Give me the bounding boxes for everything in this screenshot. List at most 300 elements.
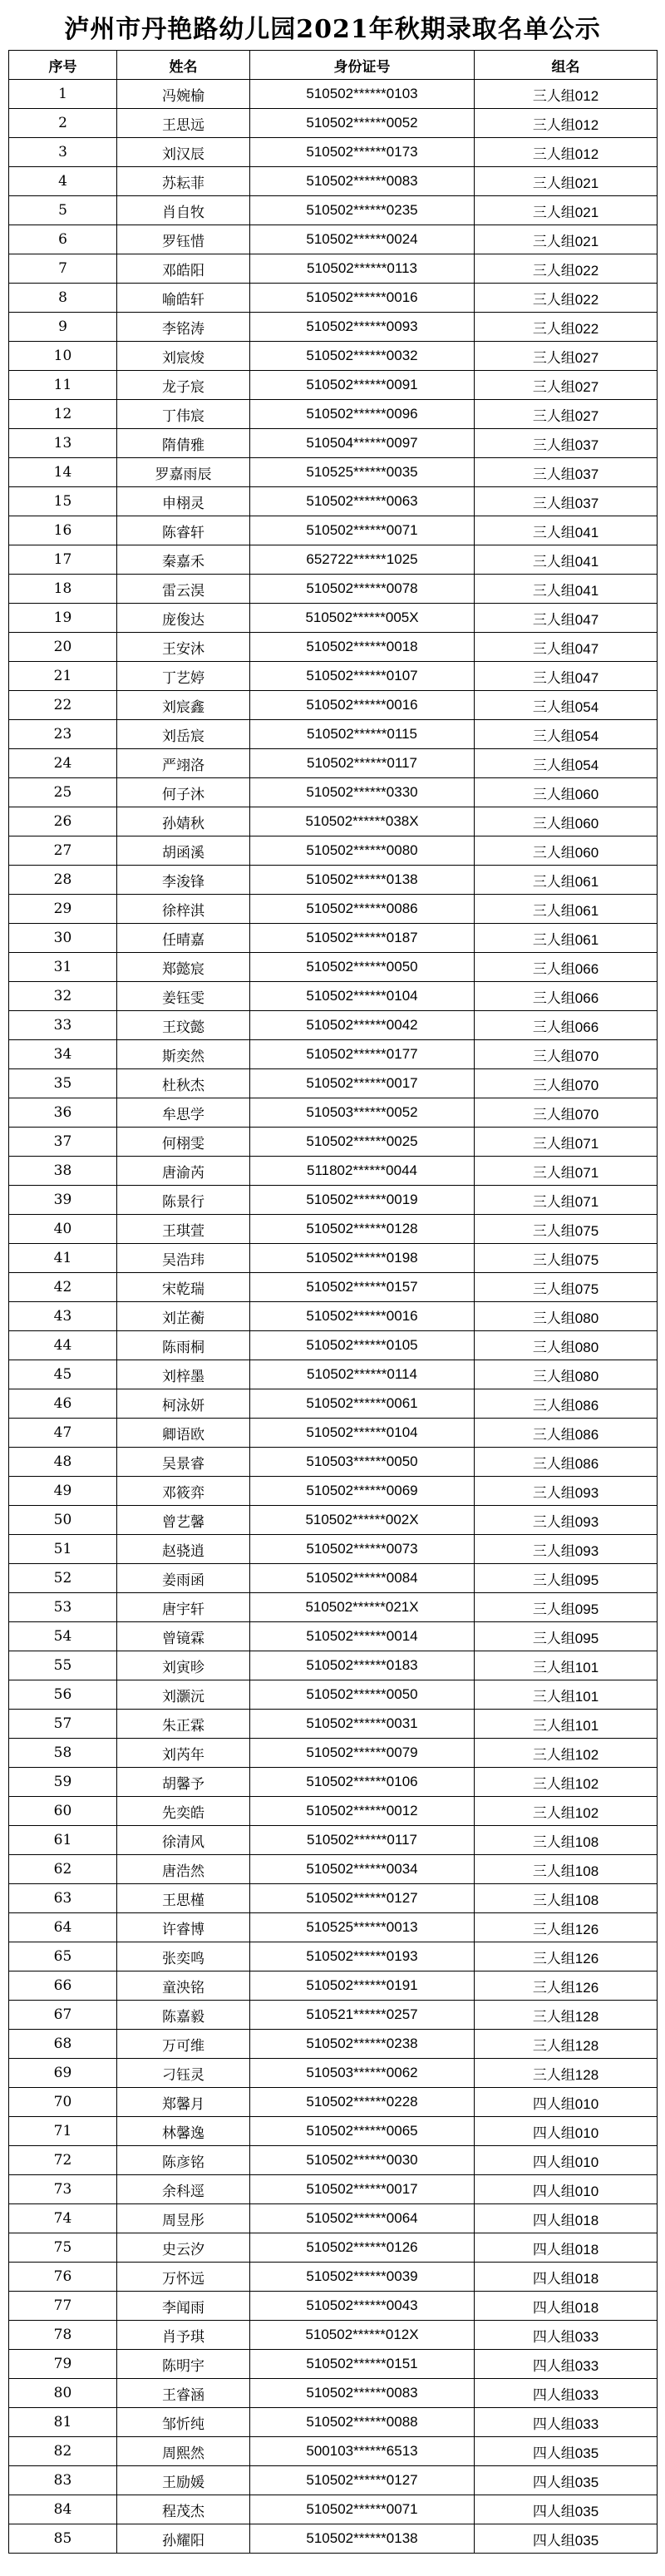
- table-row: [9, 604, 658, 633]
- group-cell: 三人组071: [475, 1157, 658, 1186]
- group-cell: 三人组022: [475, 313, 658, 342]
- table-row: [9, 895, 658, 924]
- serial-number-cell: 33: [9, 1011, 117, 1040]
- group-cell: 三人组080: [475, 1302, 658, 1331]
- id-number-cell: 510502******0050: [250, 1680, 475, 1710]
- serial-number-cell: 54: [9, 1622, 117, 1651]
- group-cell: 三人组027: [475, 400, 658, 429]
- group-cell: 三人组021: [475, 196, 658, 225]
- name-cell: 邹忻纯: [117, 2408, 250, 2437]
- group-cell: 三人组086: [475, 1419, 658, 1448]
- group-cell: 三人组126: [475, 1913, 658, 1942]
- serial-number-cell: 48: [9, 1448, 117, 1477]
- name-cell: 罗钰惜: [117, 225, 250, 254]
- id-number-cell: 510502******0088: [250, 2408, 475, 2437]
- header-group: 组名: [475, 51, 658, 80]
- table-row: [9, 1302, 658, 1331]
- serial-number-cell: 15: [9, 487, 117, 516]
- group-cell: 三人组047: [475, 662, 658, 691]
- serial-number-cell: 85: [9, 2524, 117, 2554]
- group-cell: 三人组054: [475, 720, 658, 749]
- serial-number-cell: 12: [9, 400, 117, 429]
- name-cell: 王励媛: [117, 2466, 250, 2495]
- table-row: [9, 400, 658, 429]
- table-row: [9, 1855, 658, 1884]
- table-row: [9, 2437, 658, 2466]
- table-row: [9, 1535, 658, 1564]
- serial-number-cell: 34: [9, 1040, 117, 1069]
- group-cell: 三人组070: [475, 1098, 658, 1128]
- id-number-cell: 510525******0035: [250, 458, 475, 487]
- id-number-cell: 510502******038X: [250, 807, 475, 836]
- name-cell: 刘灏沅: [117, 1680, 250, 1710]
- serial-number-cell: 56: [9, 1680, 117, 1710]
- serial-number-cell: 23: [9, 720, 117, 749]
- name-cell: 吴浩玮: [117, 1244, 250, 1273]
- serial-number-cell: 2: [9, 109, 117, 138]
- group-cell: 三人组095: [475, 1593, 658, 1622]
- table-row: [9, 458, 658, 487]
- name-cell: 陈景行: [117, 1186, 250, 1215]
- group-cell: 四人组035: [475, 2437, 658, 2466]
- name-cell: 李铭涛: [117, 313, 250, 342]
- table-row: [9, 2350, 658, 2379]
- serial-number-cell: 70: [9, 2088, 117, 2117]
- serial-number-cell: 18: [9, 575, 117, 604]
- group-cell: 三人组086: [475, 1448, 658, 1477]
- table-row: [9, 2321, 658, 2350]
- group-cell: 三人组054: [475, 691, 658, 720]
- id-number-cell: 510502******0061: [250, 1389, 475, 1419]
- name-cell: 邓皓阳: [117, 254, 250, 284]
- name-cell: 史云汐: [117, 2233, 250, 2263]
- serial-number-cell: 63: [9, 1884, 117, 1913]
- serial-number-cell: 22: [9, 691, 117, 720]
- table-row: [9, 1128, 658, 1157]
- group-cell: 三人组075: [475, 1215, 658, 1244]
- name-cell: 邓筱弈: [117, 1477, 250, 1506]
- table-row: [9, 633, 658, 662]
- group-cell: 三人组021: [475, 167, 658, 196]
- id-number-cell: 510502******0138: [250, 2524, 475, 2554]
- name-cell: 徐梓淇: [117, 895, 250, 924]
- id-number-cell: 510502******0024: [250, 225, 475, 254]
- group-cell: 三人组012: [475, 138, 658, 167]
- serial-number-cell: 32: [9, 982, 117, 1011]
- serial-number-cell: 13: [9, 429, 117, 458]
- group-cell: 三人组060: [475, 807, 658, 836]
- id-number-cell: 510502******0016: [250, 284, 475, 313]
- id-number-cell: 510502******0032: [250, 342, 475, 371]
- id-number-cell: 510502******0065: [250, 2117, 475, 2146]
- table-row: [9, 1971, 658, 2001]
- table-row: [9, 2030, 658, 2059]
- table-row: [9, 1157, 658, 1186]
- group-cell: 三人组086: [475, 1389, 658, 1419]
- header-id-number: 身份证号: [250, 51, 475, 80]
- table-row: [9, 80, 658, 109]
- name-cell: 陈明宇: [117, 2350, 250, 2379]
- serial-number-cell: 6: [9, 225, 117, 254]
- page-title: 泸州市丹艳路幼儿园2021年秋期录取名单公示: [64, 15, 601, 44]
- serial-number-cell: 49: [9, 1477, 117, 1506]
- table-row: [9, 2001, 658, 2030]
- name-cell: 朱正霖: [117, 1710, 250, 1739]
- name-cell: 吴景睿: [117, 1448, 250, 1477]
- group-cell: 三人组041: [475, 516, 658, 545]
- name-cell: 刘汉辰: [117, 138, 250, 167]
- id-number-cell: 510503******0062: [250, 2059, 475, 2088]
- id-number-cell: 510502******0103: [250, 80, 475, 109]
- id-number-cell: 510502******0073: [250, 1535, 475, 1564]
- name-cell: 姜钰雯: [117, 982, 250, 1011]
- serial-number-cell: 50: [9, 1506, 117, 1535]
- id-number-cell: 510525******0013: [250, 1913, 475, 1942]
- id-number-cell: 510502******0018: [250, 633, 475, 662]
- id-number-cell: 510504******0097: [250, 429, 475, 458]
- group-cell: 三人组093: [475, 1535, 658, 1564]
- serial-number-cell: 45: [9, 1360, 117, 1389]
- group-cell: 三人组066: [475, 982, 658, 1011]
- name-cell: 童泱铭: [117, 1971, 250, 2001]
- name-cell: 胡函溪: [117, 836, 250, 866]
- id-number-cell: 510502******0016: [250, 691, 475, 720]
- serial-number-cell: 47: [9, 1419, 117, 1448]
- table-row: [9, 2059, 658, 2088]
- name-cell: 王玟懿: [117, 1011, 250, 1040]
- group-cell: 三人组126: [475, 1942, 658, 1971]
- table-row: [9, 429, 658, 458]
- group-cell: 四人组010: [475, 2175, 658, 2204]
- id-number-cell: 510502******0191: [250, 1971, 475, 2001]
- serial-number-cell: 41: [9, 1244, 117, 1273]
- header-name: 姓名: [117, 51, 250, 80]
- group-cell: 三人组093: [475, 1477, 658, 1506]
- group-cell: 三人组075: [475, 1273, 658, 1302]
- table-row: [9, 1389, 658, 1419]
- table-row: [9, 1448, 658, 1477]
- id-number-cell: 510502******0193: [250, 1942, 475, 1971]
- group-cell: 三人组047: [475, 604, 658, 633]
- id-number-cell: 510502******0034: [250, 1855, 475, 1884]
- serial-number-cell: 40: [9, 1215, 117, 1244]
- name-cell: 隋倩雅: [117, 429, 250, 458]
- serial-number-cell: 10: [9, 342, 117, 371]
- name-cell: 陈彦铭: [117, 2146, 250, 2175]
- table-row: [9, 866, 658, 895]
- name-cell: 张奕鸣: [117, 1942, 250, 1971]
- id-number-cell: 510502******0030: [250, 2146, 475, 2175]
- name-cell: 秦嘉禾: [117, 545, 250, 575]
- table-row: [9, 2146, 658, 2175]
- table-row: [9, 1651, 658, 1680]
- id-number-cell: 510502******0104: [250, 1419, 475, 1448]
- group-cell: 三人组128: [475, 2059, 658, 2088]
- id-number-cell: 510502******0128: [250, 1215, 475, 1244]
- name-cell: 申栩灵: [117, 487, 250, 516]
- id-number-cell: 510502******012X: [250, 2321, 475, 2350]
- name-cell: 王安沐: [117, 633, 250, 662]
- serial-number-cell: 21: [9, 662, 117, 691]
- id-number-cell: 510502******0107: [250, 662, 475, 691]
- id-number-cell: 510502******0079: [250, 1739, 475, 1768]
- serial-number-cell: 28: [9, 866, 117, 895]
- id-number-cell: 510502******0127: [250, 2466, 475, 2495]
- group-cell: 三人组102: [475, 1768, 658, 1797]
- table-row: [9, 1884, 658, 1913]
- table-row: [9, 225, 658, 254]
- table-row: [9, 662, 658, 691]
- serial-number-cell: 5: [9, 196, 117, 225]
- table-row: [9, 749, 658, 778]
- group-cell: 三人组080: [475, 1331, 658, 1360]
- name-cell: 丁伟宸: [117, 400, 250, 429]
- table-row: [9, 313, 658, 342]
- id-number-cell: 510502******0050: [250, 953, 475, 982]
- group-cell: 四人组033: [475, 2408, 658, 2437]
- table-row: [9, 196, 658, 225]
- group-cell: 三人组095: [475, 1622, 658, 1651]
- group-cell: 三人组061: [475, 924, 658, 953]
- serial-number-cell: 82: [9, 2437, 117, 2466]
- table-row: [9, 1593, 658, 1622]
- serial-number-cell: 38: [9, 1157, 117, 1186]
- table-row: [9, 2233, 658, 2263]
- table-row: [9, 1768, 658, 1797]
- serial-number-cell: 42: [9, 1273, 117, 1302]
- id-number-cell: 510502******0228: [250, 2088, 475, 2117]
- name-cell: 曾艺馨: [117, 1506, 250, 1535]
- id-number-cell: 510502******0104: [250, 982, 475, 1011]
- id-number-cell: 510502******0086: [250, 895, 475, 924]
- id-number-cell: 510521******0257: [250, 2001, 475, 2030]
- group-cell: 三人组128: [475, 2030, 658, 2059]
- group-cell: 三人组102: [475, 1739, 658, 1768]
- id-number-cell: 510502******0071: [250, 2495, 475, 2524]
- name-cell: 刘岳宸: [117, 720, 250, 749]
- group-cell: 三人组066: [475, 1011, 658, 1040]
- table-row: [9, 2175, 658, 2204]
- serial-number-cell: 44: [9, 1331, 117, 1360]
- id-number-cell: 510502******0017: [250, 2175, 475, 2204]
- name-cell: 卿语欧: [117, 1419, 250, 1448]
- group-cell: 四人组035: [475, 2466, 658, 2495]
- name-cell: 何栩雯: [117, 1128, 250, 1157]
- group-cell: 三人组061: [475, 866, 658, 895]
- table-row: [9, 2117, 658, 2146]
- name-cell: 柯泳妍: [117, 1389, 250, 1419]
- header-serial-number: 序号: [9, 51, 117, 80]
- table-row: [9, 138, 658, 167]
- group-cell: 四人组018: [475, 2263, 658, 2292]
- serial-number-cell: 64: [9, 1913, 117, 1942]
- name-cell: 徐清风: [117, 1826, 250, 1855]
- serial-number-cell: 78: [9, 2321, 117, 2350]
- table-row: [9, 1913, 658, 1942]
- group-cell: 三人组071: [475, 1186, 658, 1215]
- group-cell: 三人组102: [475, 1797, 658, 1826]
- id-number-cell: 652722******1025: [250, 545, 475, 575]
- serial-number-cell: 8: [9, 284, 117, 313]
- group-cell: 三人组108: [475, 1826, 658, 1855]
- id-number-cell: 510502******0012: [250, 1797, 475, 1826]
- id-number-cell: 510502******005X: [250, 604, 475, 633]
- id-number-cell: 510502******0084: [250, 1564, 475, 1593]
- name-cell: 斯奕然: [117, 1040, 250, 1069]
- group-cell: 三人组101: [475, 1680, 658, 1710]
- name-cell: 庞俊达: [117, 604, 250, 633]
- id-number-cell: 510503******0052: [250, 1098, 475, 1128]
- name-cell: 刘宸焌: [117, 342, 250, 371]
- serial-number-cell: 66: [9, 1971, 117, 2001]
- table-row: [9, 1710, 658, 1739]
- id-number-cell: 510502******0042: [250, 1011, 475, 1040]
- serial-number-cell: 51: [9, 1535, 117, 1564]
- name-cell: 喻皓轩: [117, 284, 250, 313]
- group-cell: 三人组027: [475, 371, 658, 400]
- table-row: [9, 2524, 658, 2554]
- group-cell: 三人组095: [475, 1564, 658, 1593]
- serial-number-cell: 30: [9, 924, 117, 953]
- name-cell: 姜雨函: [117, 1564, 250, 1593]
- name-cell: 刘芮年: [117, 1739, 250, 1768]
- id-number-cell: 510502******0330: [250, 778, 475, 807]
- name-cell: 龙子宸: [117, 371, 250, 400]
- table-row: [9, 167, 658, 196]
- group-cell: 三人组070: [475, 1040, 658, 1069]
- id-number-cell: 510502******0187: [250, 924, 475, 953]
- name-cell: 陈睿轩: [117, 516, 250, 545]
- name-cell: 苏耘菲: [117, 167, 250, 196]
- name-cell: 王睿涵: [117, 2379, 250, 2408]
- name-cell: 周熙然: [117, 2437, 250, 2466]
- group-cell: 三人组108: [475, 1884, 658, 1913]
- serial-number-cell: 75: [9, 2233, 117, 2263]
- id-number-cell: 510502******0031: [250, 1710, 475, 1739]
- id-number-cell: 510502******0064: [250, 2204, 475, 2233]
- id-number-cell: 510502******0063: [250, 487, 475, 516]
- group-cell: 四人组010: [475, 2088, 658, 2117]
- name-cell: 王琪萱: [117, 1215, 250, 1244]
- name-cell: 何子沐: [117, 778, 250, 807]
- admission-list-table: [8, 50, 658, 2554]
- id-number-cell: 510502******0096: [250, 400, 475, 429]
- serial-number-cell: 19: [9, 604, 117, 633]
- serial-number-cell: 36: [9, 1098, 117, 1128]
- id-number-cell: 510502******0235: [250, 196, 475, 225]
- serial-number-cell: 31: [9, 953, 117, 982]
- serial-number-cell: 52: [9, 1564, 117, 1593]
- name-cell: 孙婧秋: [117, 807, 250, 836]
- serial-number-cell: 46: [9, 1389, 117, 1419]
- table-row: [9, 2292, 658, 2321]
- serial-number-cell: 68: [9, 2030, 117, 2059]
- table-row: [9, 545, 658, 575]
- table-row: [9, 720, 658, 749]
- id-number-cell: 510502******0138: [250, 866, 475, 895]
- id-number-cell: 510502******0177: [250, 1040, 475, 1069]
- name-cell: 唐宇轩: [117, 1593, 250, 1622]
- serial-number-cell: 79: [9, 2350, 117, 2379]
- table-row: [9, 2088, 658, 2117]
- id-number-cell: 510502******0093: [250, 313, 475, 342]
- group-cell: 三人组037: [475, 429, 658, 458]
- group-cell: 三人组041: [475, 545, 658, 575]
- serial-number-cell: 57: [9, 1710, 117, 1739]
- id-number-cell: 510503******0050: [250, 1448, 475, 1477]
- table-header-row: [9, 51, 658, 80]
- group-cell: 三人组060: [475, 836, 658, 866]
- id-number-cell: 510502******0117: [250, 749, 475, 778]
- name-cell: 宋乾瑞: [117, 1273, 250, 1302]
- name-cell: 罗嘉雨辰: [117, 458, 250, 487]
- table-row: [9, 1360, 658, 1389]
- serial-number-cell: 27: [9, 836, 117, 866]
- name-cell: 肖予琪: [117, 2321, 250, 2350]
- serial-number-cell: 53: [9, 1593, 117, 1622]
- group-cell: 三人组054: [475, 749, 658, 778]
- table-row: [9, 516, 658, 545]
- name-cell: 刁钰灵: [117, 2059, 250, 2088]
- serial-number-cell: 65: [9, 1942, 117, 1971]
- table-row: [9, 1186, 658, 1215]
- table-row: [9, 1942, 658, 1971]
- serial-number-cell: 55: [9, 1651, 117, 1680]
- table-row: [9, 1011, 658, 1040]
- serial-number-cell: 24: [9, 749, 117, 778]
- name-cell: 先奕皓: [117, 1797, 250, 1826]
- table-row: [9, 1739, 658, 1768]
- group-cell: 三人组037: [475, 458, 658, 487]
- id-number-cell: 510502******0115: [250, 720, 475, 749]
- name-cell: 刘宸鑫: [117, 691, 250, 720]
- group-cell: 三人组108: [475, 1855, 658, 1884]
- group-cell: 四人组010: [475, 2146, 658, 2175]
- table-row: [9, 1040, 658, 1069]
- table-row: [9, 1244, 658, 1273]
- id-number-cell: 510502******0083: [250, 2379, 475, 2408]
- serial-number-cell: 80: [9, 2379, 117, 2408]
- group-cell: 四人组035: [475, 2524, 658, 2554]
- name-cell: 郑懿宸: [117, 953, 250, 982]
- group-cell: 四人组035: [475, 2495, 658, 2524]
- group-cell: 三人组128: [475, 2001, 658, 2030]
- name-cell: 陈雨桐: [117, 1331, 250, 1360]
- id-number-cell: 510502******0106: [250, 1768, 475, 1797]
- id-number-cell: 511802******0044: [250, 1157, 475, 1186]
- table-row: [9, 778, 658, 807]
- serial-number-cell: 76: [9, 2263, 117, 2292]
- name-cell: 曾镜霖: [117, 1622, 250, 1651]
- table-row: [9, 953, 658, 982]
- table-row: [9, 1506, 658, 1535]
- name-cell: 李闻雨: [117, 2292, 250, 2321]
- id-number-cell: 510502******0117: [250, 1826, 475, 1855]
- name-cell: 万怀远: [117, 2263, 250, 2292]
- serial-number-cell: 25: [9, 778, 117, 807]
- name-cell: 唐浩然: [117, 1855, 250, 1884]
- id-number-cell: 510502******0157: [250, 1273, 475, 1302]
- group-cell: 四人组010: [475, 2117, 658, 2146]
- id-number-cell: 510502******0069: [250, 1477, 475, 1506]
- table-row: [9, 1273, 658, 1302]
- id-number-cell: 510502******0071: [250, 516, 475, 545]
- name-cell: 许睿博: [117, 1913, 250, 1942]
- name-cell: 余科逕: [117, 2175, 250, 2204]
- group-cell: 四人组018: [475, 2233, 658, 2263]
- table-row: [9, 1331, 658, 1360]
- group-cell: 四人组033: [475, 2379, 658, 2408]
